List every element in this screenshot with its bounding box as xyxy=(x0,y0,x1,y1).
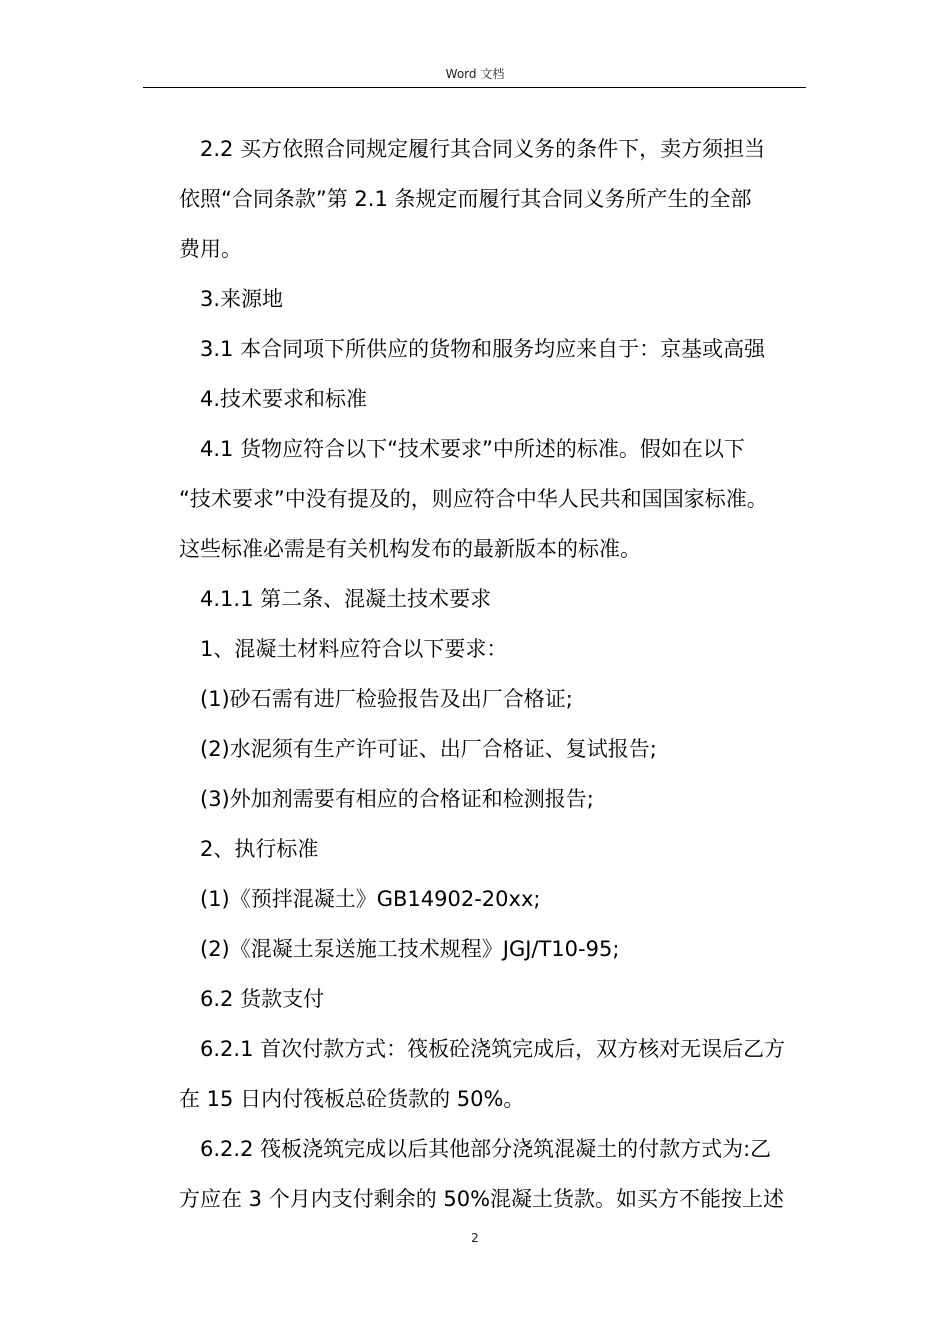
section-heading: 6.2 货款支付 xyxy=(200,987,325,1011)
list-item: (1)砂石需有进厂检验报告及出厂合格证; xyxy=(200,687,573,711)
paragraph: 2.2 买方依照合同规定履行其合同义务的条件下，卖方须担当 xyxy=(200,137,766,161)
paragraph: 6.2.1 首次付款方式：筏板砼浇筑完成后，双方核对无误后乙方 xyxy=(200,1037,786,1061)
section-heading: 4.技术要求和标准 xyxy=(200,387,368,411)
paragraph: 在 15 日内付筏板总砼货款的 50%。 xyxy=(179,1087,525,1111)
list-item: (2)水泥须有生产许可证、出厂合格证、复试报告; xyxy=(200,737,657,761)
list-item: 1、混凝土材料应符合以下要求： xyxy=(200,637,508,661)
paragraph: “技术要求”中没有提及的，则应符合中华人民共和国国家标准。 xyxy=(179,487,768,511)
list-item: (3)外加剂需要有相应的合格证和检测报告; xyxy=(200,787,594,811)
paragraph: 4.1 货物应符合以下“技术要求”中所述的标准。假如在以下 xyxy=(200,437,745,461)
document-body xyxy=(179,124,819,1224)
section-heading: 4.1.1 第二条、混凝土技术要求 xyxy=(200,587,492,611)
paragraph: 这些标准必需是有关机构发布的最新版本的标准。 xyxy=(179,537,641,561)
paragraph: 费用。 xyxy=(179,237,242,261)
page-number: 2 xyxy=(471,1231,479,1245)
list-item: (1)《预拌混凝土》GB14902-20xx; xyxy=(200,887,541,911)
header-divider xyxy=(143,87,806,88)
paragraph: 6.2.2 筏板浇筑完成以后其他部分浇筑混凝土的付款方式为:乙 xyxy=(200,1137,772,1161)
list-item: 2、执行标准 xyxy=(200,837,319,861)
page-header-title: Word 文档 xyxy=(445,67,505,81)
paragraph: 依照“合同条款”第 2.1 条规定而履行其合同义务所产生的全部 xyxy=(179,187,752,211)
paragraph: 3.1 本合同项下所供应的货物和服务均应来自于：京基或高强 xyxy=(200,337,766,361)
list-item: (2)《混凝土泵送施工技术规程》JGJ/T10-95; xyxy=(200,937,620,961)
section-heading: 3.来源地 xyxy=(200,287,284,311)
paragraph: 方应在 3 个月内支付剩余的 50%混凝土货款。如买方不能按上述 xyxy=(179,1187,785,1211)
